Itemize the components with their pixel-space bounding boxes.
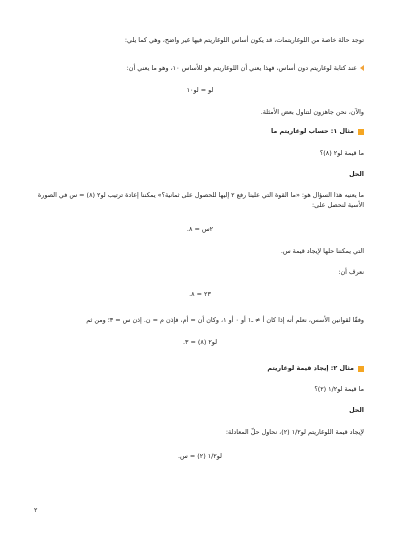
example-2-equation-1: لو١/٢ (٢) = س. [178, 452, 222, 460]
examples-intro: والآن، نحن جاهزون لتناول بعض الأمثلة. [260, 108, 364, 116]
example-1-title: مثال ١: حساب لوغاريتم ما [270, 127, 354, 135]
example-1-equation-1: ٢س = ٨. [186, 225, 214, 233]
example-2-solution-label: الحل [349, 406, 364, 414]
heading-square-icon [358, 129, 364, 135]
example-2-paragraph-1: لإيجاد قيمة اللوغاريتم لو١/٢ (٢)، نحاول حلّ المعادلة: [225, 428, 364, 436]
formula-log-base-ten: لو = لو١٠ [186, 86, 214, 94]
bullet-icon [360, 65, 364, 71]
example-2-title: مثال ٢: إيجاد قيمة لوغاريتم [267, 364, 354, 372]
example-1-heading [36, 127, 364, 136]
bullet-text: عند كتابة لوغاريتم دون أساس، فهذا يعني أن اللوغاريتم هو للأساس ١٠، وهو ما يعني أن: [126, 64, 357, 72]
page-number: ٢ [34, 506, 38, 514]
example-1-equation-3: لو٢ (٨) = ٣. [182, 338, 218, 346]
example-1-paragraph-2: التي يمكننا حلها لإيجاد قيمة س. [280, 247, 364, 255]
example-2-question: ما قيمة لو١/٢ (٢)؟ [314, 385, 364, 393]
example-1-paragraph-4: وفقًا لقوانين الأسس، نعلم أنه إذا كان أ ≠ ـ١ أو ٠ أو ١، وكان أن = أم، فإذن م = ن. إذن س = ٣؛ ومن ثم [86, 316, 364, 324]
example-1-question: ما قيمة لو٢ (٨)؟ [319, 149, 364, 157]
bullet-item [36, 64, 364, 73]
example-1-solution-label: الحل [349, 170, 364, 178]
intro-paragraph: توجد حالة خاصة من اللوغاريتمات، قد يكون أساس اللوغاريتم فيها غير واضح، وهي كما يلي: [124, 36, 364, 44]
example-1-equation-2: ٢٣ = ٨. [189, 290, 211, 298]
example-2-heading [36, 364, 364, 373]
heading-square-icon [358, 366, 364, 372]
example-1-paragraph-3: نعرف أن: [338, 268, 364, 276]
example-1-paragraph-1: ما يعنيه هذا السؤال هو: «ما القوة التي علينا رفع ٢ إليها للحصول على ثمانية؟» يمكننا إعادة ترتيب لو٢ (٨) = س في الصورة الأسية لنحصل على: [37, 191, 364, 209]
